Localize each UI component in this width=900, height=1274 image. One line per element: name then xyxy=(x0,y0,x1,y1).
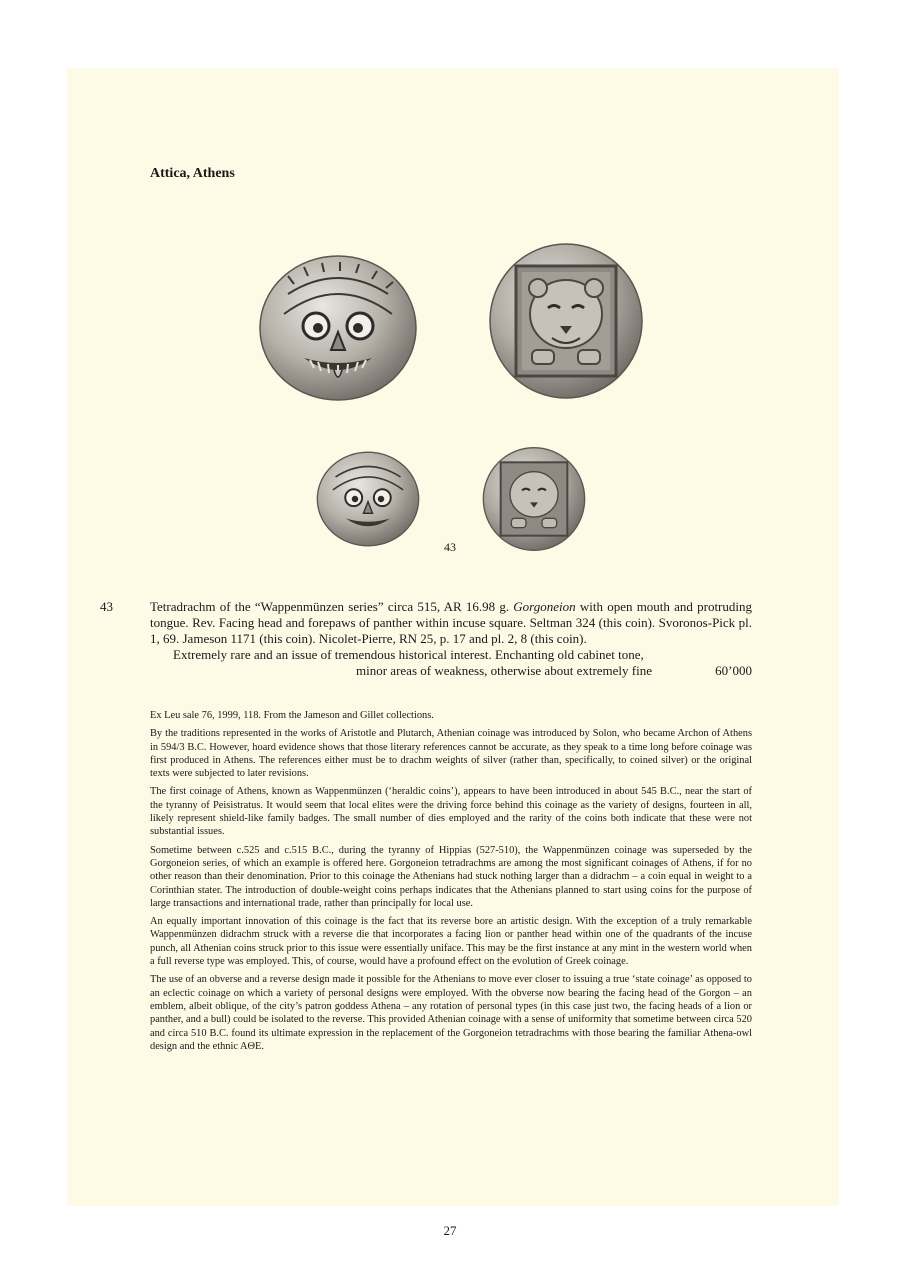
lot-description-italic: Gorgoneion xyxy=(513,599,576,614)
coin-obverse-large xyxy=(258,254,418,402)
lot-estimate: 60’000 xyxy=(715,663,752,678)
lot-description xyxy=(150,599,752,647)
note-paragraph: The use of an obverse and a reverse design made it possible for the Athenians to move ever closer to issuing a true ‘state coinage’ as opposed to an eclectic coinage on which a variety of personal designs were employed. With the obverse now bearing the facing head of the Gorgon – an emblem, albeit oblique, of the city’s patron goddess Athena – any rotation of personal types (in this case just two, the facing heads of a lion or panther, and a bull) could be isolated to the reverse. This provided Athenian coinage with a sense of uniformity that sometime between circa 520 and circa 510 B.C. found its ultimate expression in the replacement of the Gorgoneion tetradrachms with those bearing the familiar Athena-owl design and the ethnic AΘE. xyxy=(150,974,752,1052)
lot-description-end: with open mouth and protruding tongue. Rev. Facing head and forepaws of panther within incuse square. Seltman 324 (this coin). Svoronos-Pick pl. 1, 69. Jameson 1171 (this coin). Nicolet-Pierre, RN 25, p. 17 and pl. 2, 8 (this coin). xyxy=(150,599,753,646)
plate-number: 43 xyxy=(444,540,456,554)
lot-grade-line-2: minor areas of weakness, otherwise about extremely fine xyxy=(356,663,653,678)
note-paragraph: The first coinage of Athens, known as Wappenmünzen (‘heraldic coins’), appears to have been introduced in about 545 B.C., near the start of the tyranny of Peisistratus. It would seem that local elites were the driving force behind this coinage as the variety of designs, fourteen in all, likely represent shield-like family badges. The small number of dies employed and the rarity of the coins both indicate that these were not substantial issues. xyxy=(150,786,752,838)
page-number: 27 xyxy=(443,1223,457,1238)
note-paragraph: Ex Leu sale 76, 1999, 118. From the Jameson and Gillet collections. xyxy=(150,710,434,721)
coin-reverse-large xyxy=(488,242,644,400)
coin-reverse-small xyxy=(482,446,586,552)
note-paragraph: By the traditions represented in the works of Aristotle and Plutarch, Athenian coinage was introduced by Solon, who became Archon of Athens in 594/3 B.C. However, hoard evidence shows that those literary references cannot be accurate, as they speak to a time long before coinage was first produced in Athens. The references either must be to drachm weights of silver (rather than, specifically, to coined silver) or the original texts were subjected to later revisions. xyxy=(150,728,752,780)
note-paragraph: Sometime between c.525 and c.515 B.C., during the tyranny of Hippias (527-510), the Wappenmünzen coinage was superseded by the Gorgoneion series, of which an example is offered here. Gorgoneion tetradrachms are among the most significant coinages of Athens, if for no other reason than their denomination. Prior to this coinage the Athenians had stuck nothing larger than a didrachm – a coin equal in weight to a Corinthian stater. The introduction of double-weight coins perhaps indicates that the Athenians planned to start using coins for the purpose of large transactions and international trade, rather than principally for local use. xyxy=(150,844,752,909)
lot-notes xyxy=(150,709,752,1058)
section-heading: Attica, Athens xyxy=(150,166,235,181)
lot-description-start: Tetradrachm of the “Wappenmünzen series” circa 515, AR 16.98 g. xyxy=(150,599,514,614)
coin-obverse-small xyxy=(316,448,420,550)
note-paragraph: An equally important innovation of this coinage is the fact that its reverse bore an artistic design. With the exception of a truly remarkable Wappenmünzen didrachm struck with a reverse die that incorporates a facing lion or panther head within one of the quadrants of the incuse punch, all Athenian coins struck prior to this issue were essentially uniface. This may be the first instance at any mint in the western world when a full reverse type was employed. This, of course, would have a profound effect on the evolution of Greek coinage. xyxy=(150,916,752,968)
lot-number: 43 xyxy=(100,599,113,614)
lot-grade-line-1: Extremely rare and an issue of tremendous historical interest. Enchanting old cabinet tone, xyxy=(173,647,644,662)
